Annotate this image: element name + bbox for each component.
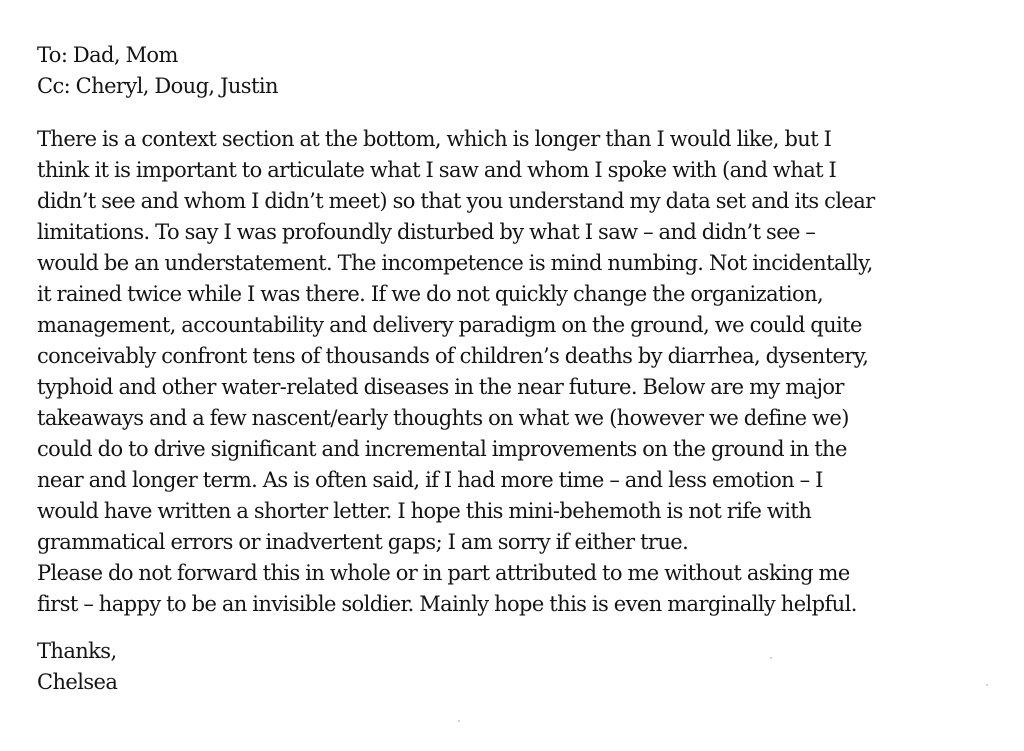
closing-thanks: Thanks, <box>37 639 117 663</box>
body-line: grammatical errors or inadvertent gaps; I am sorry if either true. <box>37 530 689 554</box>
body-line: think it is important to articulate what I saw and whom I spoke with (and what I <box>37 158 837 182</box>
body-line: could do to drive significant and incremental improvements on the ground in the <box>37 437 847 461</box>
closing-spacer <box>37 620 997 636</box>
body-line: There is a context section at the bottom, which is longer than I would like, but I <box>37 127 832 151</box>
cc-line: Cc: Cheryl, Doug, Justin <box>37 74 278 98</box>
email-body <box>37 124 997 620</box>
header-spacer <box>37 102 997 124</box>
body-line: management, accountability and delivery paradigm on the ground, we could quite <box>37 313 862 337</box>
body-line: didn’t see and whom I didn’t meet) so that you understand my data set and its clear <box>37 189 875 213</box>
body-line: typhoid and other water-related diseases in the near future. Below are my major <box>37 375 844 399</box>
body-line: takeaways and a few nascent/early thoughts on what we (however we define we) <box>37 406 849 430</box>
body-line: near and longer term. As is often said, if I had more time – and less emotion – I <box>37 468 823 492</box>
body-line: first – happy to be an invisible soldier. Mainly hope this is even marginally helpful. <box>37 592 857 616</box>
body-line: limitations. To say I was profoundly disturbed by what I saw – and didn’t see – <box>37 220 816 244</box>
email-document <box>37 40 997 698</box>
scan-speck <box>458 720 460 722</box>
body-line: conceivably confront tens of thousands of children’s deaths by diarrhea, dysentery, <box>37 344 869 368</box>
body-line: it rained twice while I was there. If we do not quickly change the organization, <box>37 282 824 306</box>
body-line: would have written a shorter letter. I hope this mini-behemoth is not rife with <box>37 499 812 523</box>
scan-speck <box>986 684 988 686</box>
scan-speck <box>770 657 772 659</box>
body-line: Please do not forward this in whole or in part attributed to me without asking me <box>37 561 850 585</box>
signature: Chelsea <box>37 670 118 694</box>
body-line: would be an understatement. The incompetence is mind numbing. Not incidentally, <box>37 251 873 275</box>
to-line: To: Dad, Mom <box>37 43 178 67</box>
